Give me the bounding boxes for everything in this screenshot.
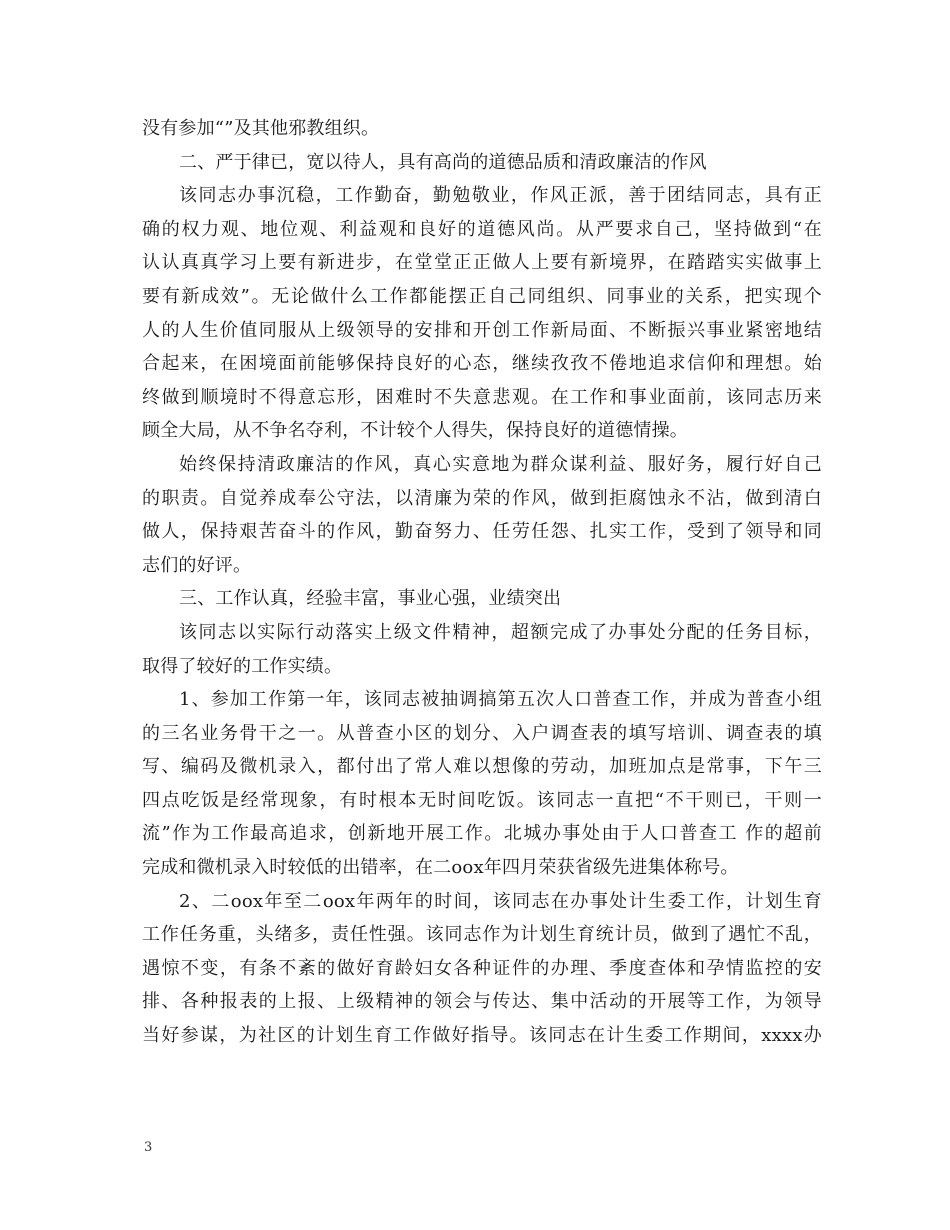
text-line: 排、各种报表的上报、上级精神的领会与传达、集中活动的开展等工作，为领导 [142, 991, 822, 1013]
text-line: 该同志以实际行动落实上级文件精神，超额完成了办事处分配的任务目标， [179, 621, 822, 643]
text-line: 人的人生价值同服从上级领导的安排和开创工作新局面、不断振兴事业紧密地结 [142, 319, 822, 341]
text-line: 完成和微机录入时较低的出错率，在二oox年四月荣获省级先进集体称号。 [142, 857, 739, 879]
text-line: 顾全大局，从不争名夺利，不计较个人得失，保持良好的道德情操。 [142, 420, 688, 442]
text-line: 三、工作认真，经验丰富，事业心强，业绩突出 [179, 588, 562, 610]
text-line: 没有参加“”及其他邪教组织。 [142, 118, 380, 139]
text-line: 要有新成效”。无论做什么工作都能摆正自己同组织、同事业的关系，把实现个 [142, 285, 822, 307]
text-line: 始终保持清政廉洁的作风，真心实意地为群众谋利益、服好务，履行好自己 [179, 453, 822, 475]
text-line: 工作任务重，头绪多，责任性强。该同志作为计划生育统计员，做到了遇忙不乱， [142, 924, 822, 946]
text-line: 做人，保持艰苦奋斗的作风，勤奋努力、任劳任怨、扎实工作，受到了领导和同 [142, 521, 822, 543]
page-number: 3 [144, 1140, 153, 1155]
text-line: 流”作为工作最高追求，创新地开展工作。北城办事处由于人口普查工 作的超前 [142, 823, 822, 845]
text-line: 遇惊不变，有条不紊的做好育龄妇女各种证件的办理、季度查体和孕情监控的安 [142, 957, 822, 979]
text-line: 确的权力观、地位观、利益观和良好的道德风尚。从严要求自己，坚持做到“在 [142, 218, 822, 240]
text-line: 终做到顺境时不得意忘形，困难时不失意悲观。在工作和事业面前，该同志历来 [142, 386, 822, 408]
text-line: 的职责。自觉养成奉公守法，以清廉为荣的作风，做到拒腐蚀永不沾，做到清白 [142, 487, 822, 509]
text-line: 认认真真学习上要有新进步，在堂堂正正做人上要有新境界，在踏踏实实做事上 [142, 252, 822, 274]
text-line: 合起来，在困境面前能够保持良好的心态，继续孜孜不倦地追求信仰和理想。始 [142, 353, 822, 375]
text-line: 取得了较好的工作实绩。 [142, 655, 343, 677]
text-line: 写、编码及微机录入，都付出了常人难以想像的劳动，加班加点是常事，下午三 [142, 756, 822, 778]
text-line: 志们的好评。 [142, 554, 252, 576]
text-line: 该同志办事沉稳，工作勤奋，勤勉敬业，作风正派，善于团结同志，具有正 [179, 185, 822, 207]
text-line: 的三名业务骨干之一。从普查小区的划分、入户调查表的填写培训、调查表的填 [142, 722, 822, 744]
text-line: 二、严于律已，宽以待人，具有高尚的道德品质和清政廉洁的作风 [179, 151, 707, 173]
body-text [142, 112, 822, 1053]
text-line: 四点吃饭是经常现象，有时根本无时间吃饭。该同志一直把“不干则已，干则一 [142, 789, 822, 811]
text-line: 2、二oox年至二oox年两年的时间，该同志在办事处计生委工作，计划生育 [179, 890, 822, 912]
text-line: 当好参谋，为社区的计划生育工作做好指导。该同志在计生委工作期间，xxxx办 [142, 1025, 822, 1047]
text-line: 1、参加工作第一年，该同志被抽调搞第五次人口普查工作，并成为普查小组 [179, 689, 822, 711]
